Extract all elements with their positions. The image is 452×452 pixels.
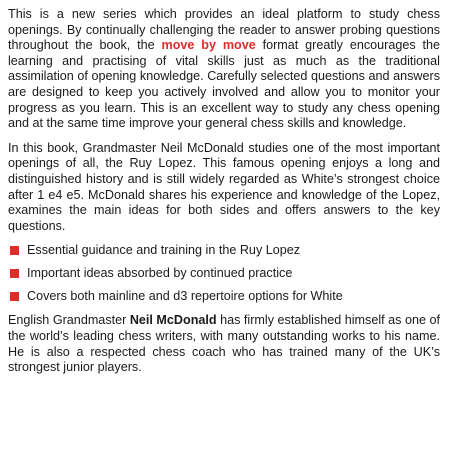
back-cover-text xyxy=(8,7,440,376)
intro-paragraph xyxy=(8,7,440,132)
red-square-bullet-icon xyxy=(10,292,19,301)
author-name: Neil McDonald xyxy=(129,313,217,328)
intro-text-before: This is a new series which provides an ideal platform to study chess openings. By continually challenging the reader to answer probing questions throughout the book, the xyxy=(8,7,440,53)
move-by-move-highlight: move by move xyxy=(161,38,256,53)
list-item xyxy=(8,264,440,283)
list-item-text: Important ideas absorbed by continued practice xyxy=(27,266,293,281)
feature-list xyxy=(8,241,440,306)
book-paragraph: In this book, Grandmaster Neil McDonald studies one of the most important openings of all, the Ruy Lopez. This famous opening enjoys a long and distinguished history and is still widely regarded as White’s strongest choice after 1 e4 e5. McDonald shares his experience and knowledge of the Lopez, examines the main ideas for both sides and offers answers to the key questions. xyxy=(8,140,440,233)
author-paragraph xyxy=(8,313,440,375)
list-item-text: Essential guidance and training in the Ruy Lopez xyxy=(27,243,301,258)
author-text-before: English Grandmaster xyxy=(8,313,130,328)
list-item xyxy=(8,241,440,260)
red-square-bullet-icon xyxy=(10,246,19,255)
list-item-text: Covers both mainline and d3 repertoire options for White xyxy=(27,289,343,304)
red-square-bullet-icon xyxy=(10,269,19,278)
author-text-after: has firmly established himself as one of the world’s leading chess writers, with many outstanding works to his name. He is also a respected chess coach who has trained many of the UK’s strongest junior players. xyxy=(8,313,440,375)
list-item xyxy=(8,287,440,306)
intro-text-after: format greatly encourages the learning and practising of vital skills just as much as the traditional assimilation of opening knowledge. Carefully selected questions and answers are designed to keep you actively involved and allow you to monitor your progress as you learn. This is an excellent way to study any chess opening and at the same time improve your general chess skills and knowledge. xyxy=(8,38,440,131)
